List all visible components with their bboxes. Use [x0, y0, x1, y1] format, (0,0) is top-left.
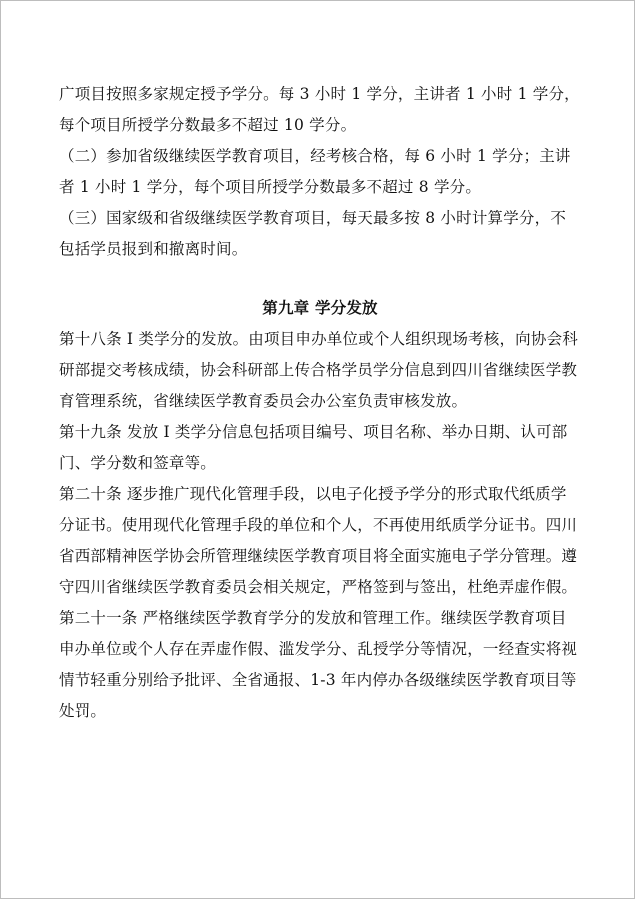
paragraph-credit-rule-national: 广项目按照多家规定授予学分。每 3 小时 1 学分，主讲者 1 小时 1 学分，每个项目所授学分数最多不超过 10 学分。	[59, 85, 580, 134]
chapter-title: 第九章 学分发放	[262, 299, 378, 317]
paragraph-credit-rule-provincial: （二）参加省级继续医学教育项目，经考核合格，每 6 小时 1 学分；主讲者 1 小时 1 学分，每个项目所授学分数最多不超过 8 学分。	[59, 147, 571, 196]
article-18: 第十八条 I 类学分的发放。由项目申办单位或个人组织现场考核，向协会科研部提交考核成绩，协会科研部上传合格学员学分信息到四川省继续医学教育管理系统，省继续医学教育委员会办公室负责审核发放。	[59, 330, 578, 410]
paragraph-credit-rule-daily-limit: （三）国家级和省级继续医学教育项目，每天最多按 8 小时计算学分，不包括学员报到和撤离时间。	[59, 209, 567, 258]
article-20: 第二十条 逐步推广现代化管理手段，以电子化授予学分的形式取代纸质学分证书。使用现代化管理手段的单位和个人，不再使用纸质学分证书。四川省西部精神医学协会所管理继续医学教育项目将全面实施电子学分管理。遵守四川省继续医学教育委员会相关规定，严格签到与签出，杜绝弄虚作假。	[59, 485, 578, 596]
article-19: 第十九条 发放 I 类学分信息包括项目编号、项目名称、举办日期、认可部门、学分数和签章等。	[59, 423, 568, 472]
document-body	[59, 79, 581, 727]
article-21: 第二十一条 严格继续医学教育学分的发放和管理工作。继续医学教育项目申办单位或个人存在弄虚作假、滥发学分、乱授学分等情况，一经查实将视情节轻重分别给予批评、全省通报、1-3 年内停办各级继续医学教育项目等处罚。	[59, 609, 578, 720]
